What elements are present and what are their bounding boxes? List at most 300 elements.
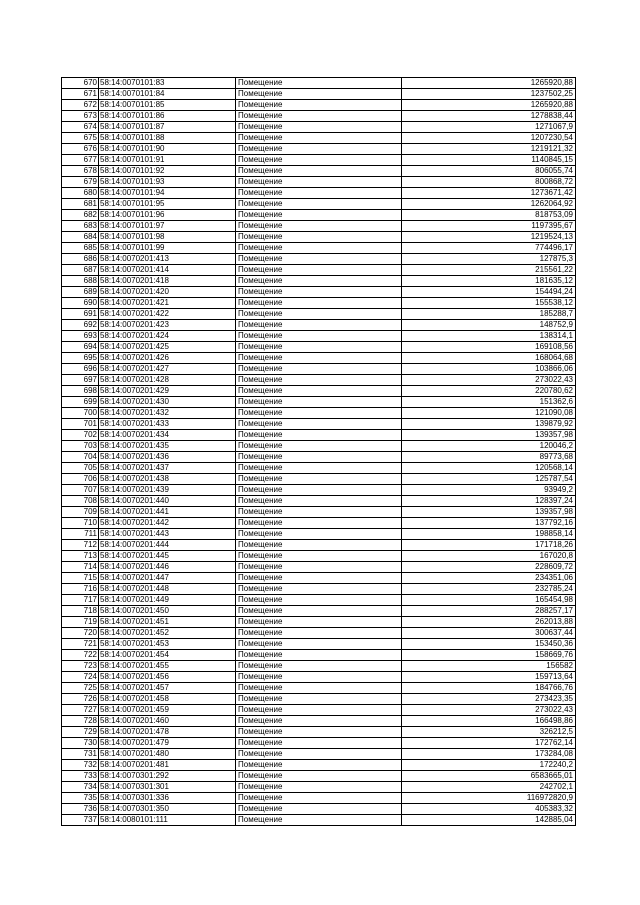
table-row [62,441,576,452]
cadastral-number-cell: 58:14:0070101:87 [99,122,236,133]
row-number-cell: 717 [62,595,99,606]
cadastral-value-cell: 1271067,9 [402,122,576,133]
table-row [62,254,576,265]
row-number-cell: 688 [62,276,99,287]
object-type-cell: Помещение [236,419,402,430]
cadastral-number-cell: 58:14:0070201:423 [99,320,236,331]
cadastral-number-cell: 58:14:0070101:92 [99,166,236,177]
row-number-cell: 716 [62,584,99,595]
object-type-cell: Помещение [236,749,402,760]
object-type-cell: Помещение [236,364,402,375]
table-row [62,606,576,617]
object-type-cell: Помещение [236,782,402,793]
cadastral-number-cell: 58:14:0070201:435 [99,441,236,452]
object-type-cell: Помещение [236,760,402,771]
cadastral-value-cell: 184766,76 [402,683,576,694]
cadastral-value-cell: 273022,43 [402,705,576,716]
cadastral-number-cell: 58:14:0070201:433 [99,419,236,430]
cadastral-value-cell: 155538,12 [402,298,576,309]
cadastral-value-cell: 166498,86 [402,716,576,727]
cadastral-value-cell: 1237502,25 [402,89,576,100]
object-type-cell: Помещение [236,122,402,133]
cadastral-number-cell: 58:14:0070201:446 [99,562,236,573]
table-row [62,353,576,364]
cadastral-value-cell: 800868,72 [402,177,576,188]
cadastral-number-cell: 58:14:0070201:418 [99,276,236,287]
cadastral-number-cell: 58:14:0070101:96 [99,210,236,221]
object-type-cell: Помещение [236,298,402,309]
cadastral-value-cell: 172240,2 [402,760,576,771]
cadastral-number-cell: 58:14:0070101:97 [99,221,236,232]
cadastral-number-cell: 58:14:0070201:432 [99,408,236,419]
cadastral-value-cell: 168064,68 [402,353,576,364]
cadastral-number-cell: 58:14:0070301:350 [99,804,236,815]
cadastral-value-cell: 158669,76 [402,650,576,661]
table-row [62,309,576,320]
cadastral-number-cell: 58:14:0070101:93 [99,177,236,188]
table-row [62,243,576,254]
table-row [62,166,576,177]
cadastral-value-cell: 153450,36 [402,639,576,650]
table-row [62,562,576,573]
object-type-cell: Помещение [236,276,402,287]
table-row [62,320,576,331]
table-row [62,507,576,518]
table-row [62,496,576,507]
object-type-cell: Помещение [236,518,402,529]
data-table [61,77,576,826]
row-number-cell: 732 [62,760,99,771]
table-row [62,804,576,815]
table-row [62,210,576,221]
cadastral-value-cell: 215561,22 [402,265,576,276]
table-row [62,386,576,397]
table-row [62,738,576,749]
cadastral-value-cell: 185288,7 [402,309,576,320]
object-type-cell: Помещение [236,430,402,441]
row-number-cell: 692 [62,320,99,331]
cadastral-number-cell: 58:14:0070201:458 [99,694,236,705]
table-row [62,551,576,562]
table-row [62,518,576,529]
cadastral-number-cell: 58:14:0080101:111 [99,815,236,826]
object-type-cell: Помещение [236,441,402,452]
cadastral-number-cell: 58:14:0070201:437 [99,463,236,474]
object-type-cell: Помещение [236,232,402,243]
cadastral-value-cell: 169108,56 [402,342,576,353]
row-number-cell: 721 [62,639,99,650]
row-number-cell: 735 [62,793,99,804]
cadastral-number-cell: 58:14:0070201:428 [99,375,236,386]
cadastral-number-cell: 58:14:0070301:292 [99,771,236,782]
row-number-cell: 684 [62,232,99,243]
table-row [62,408,576,419]
table-row [62,199,576,210]
row-number-cell: 675 [62,133,99,144]
row-number-cell: 707 [62,485,99,496]
cadastral-value-cell: 103866,06 [402,364,576,375]
table-row [62,749,576,760]
row-number-cell: 701 [62,419,99,430]
table-row [62,540,576,551]
object-type-cell: Помещение [236,210,402,221]
cadastral-number-cell: 58:14:0070201:453 [99,639,236,650]
cadastral-number-cell: 58:14:0070201:459 [99,705,236,716]
row-number-cell: 712 [62,540,99,551]
cadastral-number-cell: 58:14:0070201:413 [99,254,236,265]
table-row [62,617,576,628]
cadastral-number-cell: 58:14:0070101:88 [99,133,236,144]
cadastral-value-cell: 120568,14 [402,463,576,474]
row-number-cell: 723 [62,661,99,672]
cadastral-value-cell: 1207230,54 [402,133,576,144]
row-number-cell: 681 [62,199,99,210]
cadastral-value-cell: 120046,2 [402,441,576,452]
cadastral-value-cell: 198858,14 [402,529,576,540]
cadastral-value-cell: 154494,24 [402,287,576,298]
cadastral-value-cell: 1278838,44 [402,111,576,122]
object-type-cell: Помещение [236,320,402,331]
table-row [62,122,576,133]
row-number-cell: 694 [62,342,99,353]
row-number-cell: 708 [62,496,99,507]
object-type-cell: Помещение [236,661,402,672]
cadastral-number-cell: 58:14:0070201:445 [99,551,236,562]
object-type-cell: Помещение [236,353,402,364]
cadastral-number-cell: 58:14:0070201:429 [99,386,236,397]
cadastral-value-cell: 127875,3 [402,254,576,265]
object-type-cell: Помещение [236,177,402,188]
object-type-cell: Помещение [236,100,402,111]
table-row [62,793,576,804]
row-number-cell: 702 [62,430,99,441]
cadastral-number-cell: 58:14:0070101:99 [99,243,236,254]
cadastral-number-cell: 58:14:0070201:449 [99,595,236,606]
row-number-cell: 728 [62,716,99,727]
row-number-cell: 733 [62,771,99,782]
cadastral-number-cell: 58:14:0070201:414 [99,265,236,276]
cadastral-value-cell: 806055,74 [402,166,576,177]
table-row [62,397,576,408]
object-type-cell: Помещение [236,705,402,716]
table-row [62,78,576,89]
table-row [62,111,576,122]
cadastral-value-cell: 138314,1 [402,331,576,342]
cadastral-value-cell: 137792,16 [402,518,576,529]
row-number-cell: 731 [62,749,99,760]
cadastral-value-cell: 1265920,88 [402,100,576,111]
row-number-cell: 678 [62,166,99,177]
table-row [62,463,576,474]
object-type-cell: Помещение [236,188,402,199]
cadastral-number-cell: 58:14:0070201:425 [99,342,236,353]
cadastral-value-cell: 156582 [402,661,576,672]
cadastral-number-cell: 58:14:0070101:84 [99,89,236,100]
object-type-cell: Помещение [236,551,402,562]
table-row [62,100,576,111]
row-number-cell: 730 [62,738,99,749]
table-row [62,375,576,386]
cadastral-number-cell: 58:14:0070201:424 [99,331,236,342]
object-type-cell: Помещение [236,408,402,419]
row-number-cell: 718 [62,606,99,617]
object-type-cell: Помещение [236,804,402,815]
cadastral-value-cell: 242702,1 [402,782,576,793]
table-row [62,595,576,606]
cadastral-number-cell: 58:14:0070301:336 [99,793,236,804]
cadastral-value-cell: 173284,08 [402,749,576,760]
cadastral-number-cell: 58:14:0070201:481 [99,760,236,771]
object-type-cell: Помещение [236,562,402,573]
cadastral-number-cell: 58:14:0070201:439 [99,485,236,496]
cadastral-value-cell: 1197395,67 [402,221,576,232]
cadastral-value-cell: 121090,08 [402,408,576,419]
row-number-cell: 700 [62,408,99,419]
table-row [62,430,576,441]
row-number-cell: 736 [62,804,99,815]
cadastral-number-cell: 58:14:0070201:456 [99,672,236,683]
cadastral-value-cell: 125787,54 [402,474,576,485]
table-body [62,78,576,826]
table-row [62,474,576,485]
table-row [62,364,576,375]
row-number-cell: 674 [62,122,99,133]
row-number-cell: 680 [62,188,99,199]
cadastral-value-cell: 139357,98 [402,507,576,518]
row-number-cell: 679 [62,177,99,188]
object-type-cell: Помещение [236,793,402,804]
cadastral-number-cell: 58:14:0070101:91 [99,155,236,166]
table-row [62,342,576,353]
cadastral-value-cell: 1219524,13 [402,232,576,243]
cadastral-number-cell: 58:14:0070201:443 [99,529,236,540]
row-number-cell: 687 [62,265,99,276]
row-number-cell: 689 [62,287,99,298]
row-number-cell: 677 [62,155,99,166]
cadastral-value-cell: 6583665,01 [402,771,576,782]
cadastral-number-cell: 58:14:0070101:85 [99,100,236,111]
table-row [62,683,576,694]
object-type-cell: Помещение [236,331,402,342]
cadastral-number-cell: 58:14:0070201:451 [99,617,236,628]
row-number-cell: 683 [62,221,99,232]
cadastral-value-cell: 171718,26 [402,540,576,551]
cadastral-value-cell: 165454,98 [402,595,576,606]
cadastral-number-cell: 58:14:0070101:90 [99,144,236,155]
spreadsheet-page [61,77,576,826]
object-type-cell: Помещение [236,485,402,496]
cadastral-number-cell: 58:14:0070201:479 [99,738,236,749]
cadastral-number-cell: 58:14:0070201:421 [99,298,236,309]
object-type-cell: Помещение [236,386,402,397]
table-row [62,485,576,496]
table-row [62,771,576,782]
table-row [62,177,576,188]
cadastral-number-cell: 58:14:0070201:444 [99,540,236,551]
table-row [62,760,576,771]
row-number-cell: 703 [62,441,99,452]
table-row [62,815,576,826]
cadastral-value-cell: 326212,5 [402,727,576,738]
row-number-cell: 685 [62,243,99,254]
cadastral-value-cell: 1262064,92 [402,199,576,210]
object-type-cell: Помещение [236,683,402,694]
object-type-cell: Помещение [236,155,402,166]
cadastral-value-cell: 139357,98 [402,430,576,441]
row-number-cell: 695 [62,353,99,364]
cadastral-value-cell: 262013,88 [402,617,576,628]
cadastral-number-cell: 58:14:0070201:450 [99,606,236,617]
table-row [62,265,576,276]
row-number-cell: 697 [62,375,99,386]
cadastral-value-cell: 220780,62 [402,386,576,397]
row-number-cell: 690 [62,298,99,309]
cadastral-number-cell: 58:14:0070201:438 [99,474,236,485]
row-number-cell: 706 [62,474,99,485]
object-type-cell: Помещение [236,650,402,661]
cadastral-number-cell: 58:14:0070201:427 [99,364,236,375]
row-number-cell: 719 [62,617,99,628]
cadastral-value-cell: 167020,8 [402,551,576,562]
object-type-cell: Помещение [236,144,402,155]
table-row [62,727,576,738]
table-row [62,705,576,716]
row-number-cell: 734 [62,782,99,793]
table-row [62,232,576,243]
cadastral-number-cell: 58:14:0070201:436 [99,452,236,463]
table-row [62,331,576,342]
object-type-cell: Помещение [236,628,402,639]
cadastral-value-cell: 228609,72 [402,562,576,573]
cadastral-value-cell: 405383,32 [402,804,576,815]
cadastral-value-cell: 139879,92 [402,419,576,430]
object-type-cell: Помещение [236,309,402,320]
object-type-cell: Помещение [236,584,402,595]
cadastral-value-cell: 288257,17 [402,606,576,617]
cadastral-number-cell: 58:14:0070201:457 [99,683,236,694]
cadastral-value-cell: 93949,2 [402,485,576,496]
cadastral-value-cell: 234351,06 [402,573,576,584]
object-type-cell: Помещение [236,595,402,606]
row-number-cell: 709 [62,507,99,518]
row-number-cell: 724 [62,672,99,683]
table-row [62,782,576,793]
table-row [62,716,576,727]
table-row [62,298,576,309]
cadastral-number-cell: 58:14:0070101:95 [99,199,236,210]
table-row [62,661,576,672]
cadastral-value-cell: 181635,12 [402,276,576,287]
cadastral-number-cell: 58:14:0070101:98 [99,232,236,243]
row-number-cell: 670 [62,78,99,89]
object-type-cell: Помещение [236,738,402,749]
object-type-cell: Помещение [236,771,402,782]
object-type-cell: Помещение [236,375,402,386]
row-number-cell: 696 [62,364,99,375]
cadastral-number-cell: 58:14:0070201:460 [99,716,236,727]
cadastral-value-cell: 148752,9 [402,320,576,331]
cadastral-value-cell: 172762,14 [402,738,576,749]
cadastral-number-cell: 58:14:0070201:448 [99,584,236,595]
row-number-cell: 693 [62,331,99,342]
table-row [62,419,576,430]
object-type-cell: Помещение [236,727,402,738]
row-number-cell: 686 [62,254,99,265]
cadastral-number-cell: 58:14:0070101:94 [99,188,236,199]
row-number-cell: 711 [62,529,99,540]
object-type-cell: Помещение [236,463,402,474]
object-type-cell: Помещение [236,639,402,650]
cadastral-number-cell: 58:14:0070101:86 [99,111,236,122]
row-number-cell: 671 [62,89,99,100]
cadastral-value-cell: 1265920,88 [402,78,576,89]
object-type-cell: Помещение [236,694,402,705]
row-number-cell: 682 [62,210,99,221]
table-row [62,639,576,650]
object-type-cell: Помещение [236,243,402,254]
cadastral-value-cell: 300637,44 [402,628,576,639]
object-type-cell: Помещение [236,89,402,100]
cadastral-value-cell: 159713,64 [402,672,576,683]
row-number-cell: 713 [62,551,99,562]
table-row [62,584,576,595]
row-number-cell: 704 [62,452,99,463]
object-type-cell: Помещение [236,529,402,540]
cadastral-value-cell: 89773,68 [402,452,576,463]
cadastral-value-cell: 116972820,9 [402,793,576,804]
row-number-cell: 714 [62,562,99,573]
row-number-cell: 698 [62,386,99,397]
cadastral-number-cell: 58:14:0070201:447 [99,573,236,584]
cadastral-number-cell: 58:14:0070201:434 [99,430,236,441]
cadastral-number-cell: 58:14:0070201:454 [99,650,236,661]
table-row [62,155,576,166]
cadastral-value-cell: 232785,24 [402,584,576,595]
object-type-cell: Помещение [236,606,402,617]
cadastral-number-cell: 58:14:0070201:426 [99,353,236,364]
cadastral-number-cell: 58:14:0070201:442 [99,518,236,529]
cadastral-value-cell: 818753,09 [402,210,576,221]
table-row [62,133,576,144]
table-row [62,276,576,287]
row-number-cell: 727 [62,705,99,716]
table-row [62,628,576,639]
object-type-cell: Помещение [236,287,402,298]
object-type-cell: Помещение [236,397,402,408]
cadastral-number-cell: 58:14:0070201:480 [99,749,236,760]
object-type-cell: Помещение [236,672,402,683]
cadastral-number-cell: 58:14:0070301:301 [99,782,236,793]
cadastral-number-cell: 58:14:0070201:440 [99,496,236,507]
row-number-cell: 737 [62,815,99,826]
row-number-cell: 691 [62,309,99,320]
row-number-cell: 673 [62,111,99,122]
row-number-cell: 705 [62,463,99,474]
row-number-cell: 715 [62,573,99,584]
cadastral-number-cell: 58:14:0070201:452 [99,628,236,639]
object-type-cell: Помещение [236,254,402,265]
object-type-cell: Помещение [236,342,402,353]
object-type-cell: Помещение [236,617,402,628]
object-type-cell: Помещение [236,78,402,89]
table-row [62,672,576,683]
table-row [62,573,576,584]
cadastral-number-cell: 58:14:0070201:422 [99,309,236,320]
cadastral-value-cell: 1219121,32 [402,144,576,155]
cadastral-value-cell: 273423,35 [402,694,576,705]
row-number-cell: 725 [62,683,99,694]
row-number-cell: 729 [62,727,99,738]
